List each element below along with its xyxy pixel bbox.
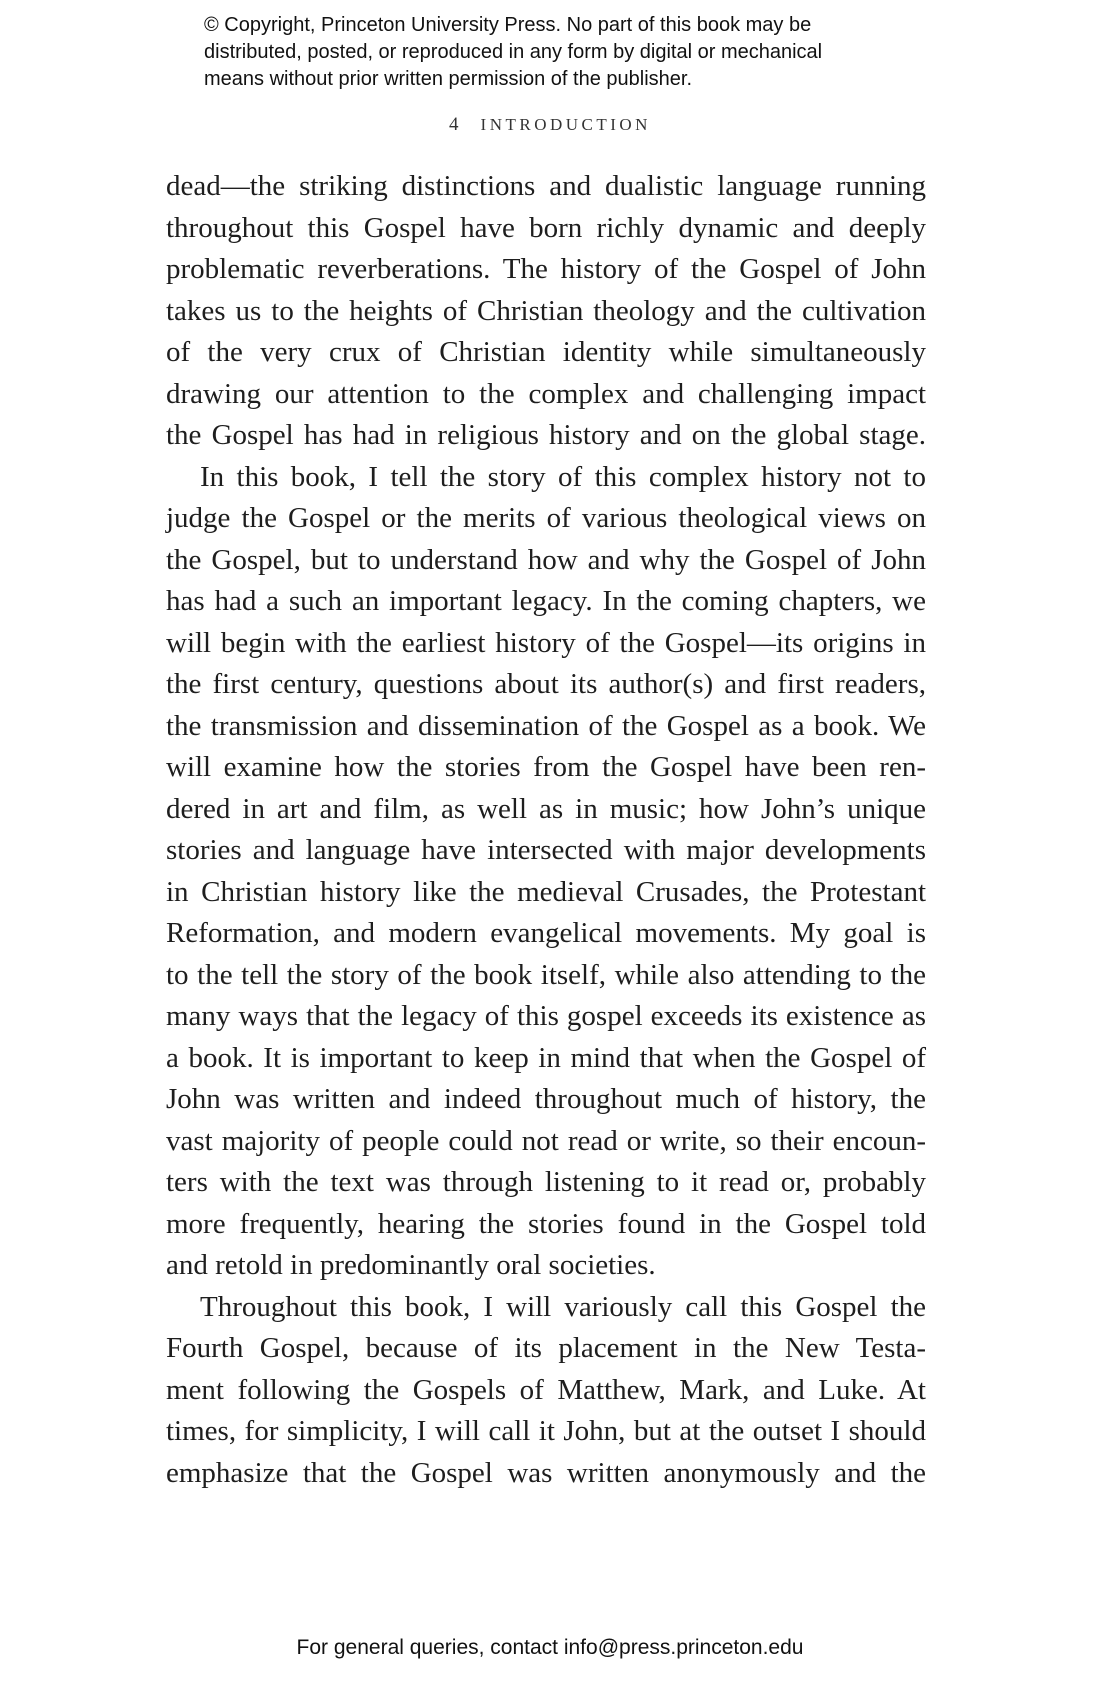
running-head <box>0 114 1100 136</box>
text-line: throughout this Gospel have born richly dynamic and deeply <box>166 211 926 244</box>
text-line: will examine how the stories from the Gospel have been ren- <box>166 751 926 783</box>
text-line: dered in art and film, as well as in music; how John’s unique <box>166 792 926 825</box>
text-line: more frequently, hearing the stories found in the Gospel told <box>166 1207 926 1240</box>
body-text <box>166 166 926 1494</box>
text-line: In this book, I tell the story of this complex history not to <box>200 460 926 493</box>
text-line: a book. It is important to keep in mind that when the Gospel of <box>166 1041 926 1074</box>
footer-contact: For general queries, contact info@press.princeton.edu <box>296 1636 804 1659</box>
text-line: takes us to the heights of Christian theology and the cultivation <box>166 294 926 327</box>
text-line: problematic reverberations. The history of the Gospel of John <box>166 253 926 285</box>
text-line: emphasize that the Gospel was written anonymously and the <box>166 1456 926 1489</box>
text-line: Throughout this book, I will variously call this Gospel the <box>200 1290 926 1323</box>
text-line: has had a such an important legacy. In the coming chapters, we <box>166 585 926 617</box>
text-line: many ways that the legacy of this gospel exceeds its existence as <box>166 1000 926 1032</box>
text-line: of the very crux of Christian identity while simultaneously <box>166 336 926 368</box>
text-line: the Gospel has had in religious history and on the global stage. <box>166 419 926 451</box>
text-line: dead—the striking distinctions and dualistic language running <box>166 170 926 202</box>
text-line: ters with the text was through listening to it read or, probably <box>166 1166 926 1198</box>
copyright-line: © Copyright, Princeton University Press. No part of this book may be <box>204 14 812 36</box>
text-line: the transmission and dissemination of the Gospel as a book. We <box>166 709 926 742</box>
text-line: in Christian history like the medieval Crusades, the Protestant <box>166 875 926 908</box>
copyright-notice <box>204 12 924 93</box>
text-line: vast majority of people could not read or write, so their encoun- <box>166 1124 926 1157</box>
text-line: stories and language have intersected with major developments <box>166 834 926 866</box>
text-line: and retold in predominantly oral societies. <box>166 1249 656 1281</box>
copyright-line: means without prior written permission of the publisher. <box>204 68 693 90</box>
page-number: 4 <box>449 114 459 135</box>
text-line: ment following the Gospels of Matthew, Mark, and Luke. At <box>166 1373 926 1406</box>
text-line: drawing our attention to the complex and challenging impact <box>166 377 926 410</box>
section-title: INTRODUCTION <box>480 115 651 134</box>
text-line: John was written and indeed throughout much of history, the <box>166 1083 926 1115</box>
text-line: times, for simplicity, I will call it John, but at the outset I should <box>166 1415 926 1447</box>
text-line: Reformation, and modern evangelical movements. My goal is <box>166 917 926 949</box>
text-line: to the tell the story of the book itself, while also attending to the <box>166 958 926 991</box>
copyright-line: distributed, posted, or reproduced in any form by digital or mechanical <box>204 41 823 63</box>
text-line: judge the Gospel or the merits of various theological views on <box>166 502 926 534</box>
text-line: the Gospel, but to understand how and why the Gospel of John <box>166 543 926 576</box>
text-line: will begin with the earliest history of the Gospel—its origins in <box>166 626 926 659</box>
text-line: the first century, questions about its author(s) and first readers, <box>166 668 926 700</box>
text-line: Fourth Gospel, because of its placement in the New Testa- <box>166 1332 926 1364</box>
